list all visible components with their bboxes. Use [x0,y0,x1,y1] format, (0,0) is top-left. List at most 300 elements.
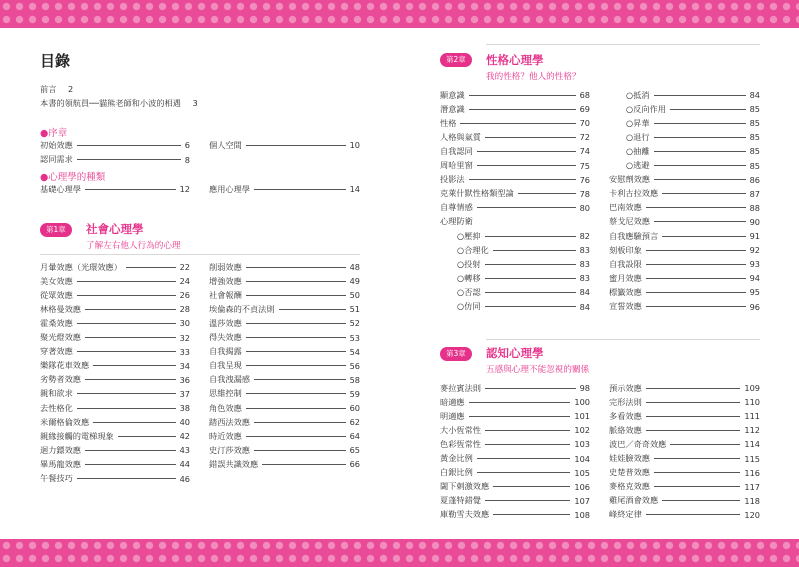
entry-page-number: 101 [574,411,590,422]
entry-label: ○抽離 [626,145,650,156]
toc-entry[interactable] [440,495,590,507]
toc-entry[interactable] [626,160,760,172]
entry-label: 自我揭露 [209,346,242,357]
toc-entry[interactable] [40,261,190,273]
toc-entry[interactable] [626,145,760,157]
toc-entry[interactable] [609,301,760,313]
entry-page-number: 6 [184,140,190,150]
entry-page-number: 33 [179,346,190,357]
toc-entry[interactable] [40,458,190,470]
entry-label: 霍桑效應 [40,317,73,328]
leader-line [646,207,746,208]
toc-entry[interactable] [440,509,590,521]
leader-line [77,408,176,409]
entry-page-number: 94 [749,273,760,284]
entry-label: ○轉移 [457,272,481,283]
entry-label: 自我洩漏感 [209,374,250,385]
chapter-2-title[interactable]: 性格心理學 [486,53,544,67]
entry-page-number: 78 [579,188,590,199]
entry-label: 明適應 [440,410,465,421]
entry-label: 穿著效應 [40,346,73,357]
entry-label: 聚光燈效應 [40,332,81,342]
entry-page-number: 28 [179,304,190,315]
entry-label: 史汀莎效應 [209,444,250,455]
toc-entry[interactable] [40,430,190,442]
toc-entry[interactable] [440,467,590,479]
toc-entry[interactable] [609,230,760,242]
entry-label: 麥格克效應 [609,481,650,492]
leader-line [246,145,346,146]
leader-line [77,159,181,160]
entry-page-number: 84 [579,301,590,312]
toc-entry[interactable] [40,388,190,400]
entry-page-number: 62 [349,417,360,428]
entry-label: 思維控制 [209,388,242,399]
entry-label: 削弱效應 [209,261,242,272]
entry-label: 初始效應 [40,139,73,150]
leader-line [246,295,346,296]
toc-entry[interactable] [40,139,190,151]
entry-page-number: 83 [579,245,590,256]
toc-entry[interactable] [440,438,590,450]
toc-entry[interactable] [440,174,590,186]
toc-entry[interactable] [609,382,760,394]
chapter-2-badge: 第2章 [440,53,472,67]
leader-line [246,408,346,409]
toc-entry[interactable] [609,481,760,493]
toc-entry[interactable] [209,402,360,414]
entry-page-number: 108 [574,509,590,520]
entry-page-number: 46 [179,473,190,484]
section-heading-prologue: ●序章 [40,128,68,139]
entry-label: 樂隊花車效應 [40,360,90,371]
toc-entry[interactable] [609,202,760,214]
toc-entry[interactable] [626,117,760,129]
toc-entry[interactable] [609,509,760,521]
entry-label: 畢馬龍效應 [40,458,81,469]
toc-front-item[interactable] [40,84,73,95]
entry-page-number: 75 [579,160,590,171]
entry-page-number: 44 [179,459,190,470]
entry-page-number: 109 [744,383,760,393]
entry-page-number: 83 [579,259,590,270]
entry-label: 刻板印象 [609,244,642,255]
leader-line [246,351,346,352]
leader-line [654,95,746,96]
entry-label: 自我認同 [440,145,473,156]
toc-entry[interactable] [209,261,360,273]
toc-entry[interactable] [440,396,590,408]
entry-page-number: 49 [349,276,360,287]
toc-entry[interactable] [609,244,760,256]
toc-entry[interactable] [209,444,360,456]
entry-page-number: 114 [744,439,760,450]
entry-label: 蔡戈尼效應 [609,216,650,227]
leader-line [654,123,746,124]
entry-label: ○反向作用 [626,103,666,114]
entry-page-number: 93 [749,259,760,270]
entry-page-number: 84 [749,90,760,100]
leader-line [246,323,346,324]
entry-page-number: 59 [349,388,360,399]
toc-entry[interactable] [440,382,590,394]
toc-front-item[interactable] [40,98,198,109]
toc-entry[interactable] [609,174,760,186]
leader-line [654,486,740,487]
chapter-2-subtitle: 我的性格？他人的性格？ [486,72,581,82]
entry-label: 劣勢者效應 [40,374,81,385]
toc-entry[interactable] [209,416,360,428]
entry-label: ○昇華 [626,117,650,128]
entry-page-number: 90 [749,216,760,227]
leader-line [654,221,746,222]
entry-page-number: 38 [179,403,190,413]
entry-label: 標籤效應 [609,286,642,297]
entry-page-number: 95 [749,287,760,298]
leader-line [485,500,570,501]
entry-page-number: 85 [749,160,760,171]
toc-entry[interactable] [440,188,590,200]
leader-line [477,165,576,166]
chapter-2-divider [486,44,760,45]
leader-line [85,464,176,465]
leader-line [477,207,576,208]
toc-entry[interactable] [609,272,760,284]
section-heading-psychology-types: ●心理學的種類 [40,172,106,183]
leader-line [518,193,576,194]
leader-line [254,189,346,190]
entry-page-number: 40 [179,417,190,428]
toc-entry[interactable] [609,495,760,507]
entry-label: 月暈效應（光環效應） [40,261,122,272]
toc-entry[interactable] [457,230,590,242]
toc-entry[interactable] [609,216,760,228]
toc-entry[interactable] [40,289,190,301]
toc-entry[interactable] [440,89,590,101]
toc-entry[interactable] [626,131,760,143]
leader-line [246,281,346,282]
entry-page-number: 56 [349,360,360,371]
leader-line [646,514,741,515]
entry-page-number: 54 [349,346,360,357]
leader-line [646,292,746,293]
toc-entry[interactable] [209,275,360,287]
chapter-1-subtitle: 了解左右他人行為的心理 [86,241,181,251]
entry-page-number: 86 [749,174,760,185]
entry-page-number: 80 [579,202,590,213]
leader-line [654,179,746,180]
toc-entry[interactable] [626,89,760,101]
leader-line [77,478,176,479]
entry-label: 白銀比例 [440,467,473,478]
leader-line [77,393,176,394]
entry-label: 自尊情感 [440,202,473,213]
entry-label: 認同需求 [40,154,73,164]
toc-entry[interactable] [209,458,360,470]
toc-entry[interactable] [209,289,360,301]
toc-entry[interactable] [457,258,590,270]
leader-line [485,388,576,389]
entry-page-number: 65 [349,445,360,456]
toc-entry[interactable] [609,258,760,270]
leader-line [85,337,176,338]
chapter-1-badge: 第1章 [40,223,72,237]
entry-page-number: 105 [574,467,590,478]
entry-label: 得失效應 [209,332,242,342]
entry-page-number: 22 [179,262,190,272]
toc-entry[interactable] [457,301,590,313]
chapter-1-title[interactable]: 社會心理學 [86,222,144,236]
leader-line [85,379,176,380]
chapter-3-badge: 第3章 [440,347,472,361]
entry-page-number: 103 [574,439,590,450]
front-item-label: 前言 [40,84,57,94]
toc-entry[interactable] [609,438,760,450]
toc-entry[interactable] [40,444,190,456]
bottom-decorative-band [0,539,799,567]
entry-label: 投影法 [440,174,465,185]
entry-page-number: 30 [179,318,190,329]
leader-line [646,430,741,431]
entry-label: 雞尾酒會效應 [609,495,659,506]
entry-label: 史楚普效應 [609,467,650,478]
entry-page-number: 118 [744,495,760,506]
entry-label: 潛意識 [440,103,465,114]
entry-label: 完形法則 [609,396,642,407]
leader-line [477,472,571,473]
entry-label: 增強效應 [209,275,242,286]
entry-page-number: 26 [179,290,190,301]
toc-entry[interactable] [209,374,360,386]
leader-line [485,264,576,265]
toc-entry[interactable] [440,481,590,493]
entry-label: 預示效應 [609,382,642,393]
toc-entry[interactable] [626,103,760,115]
entry-page-number: 91 [749,231,760,241]
toc-entry[interactable] [40,317,190,329]
leader-line [662,500,740,501]
entry-label: 心理防衛 [440,216,473,227]
entry-label: 親緣接觸的電梯現象 [40,430,114,441]
leader-line [646,402,741,403]
entry-page-number: 104 [574,453,590,464]
leader-line [662,236,745,237]
toc-entry[interactable] [440,202,590,214]
entry-label: 蜜月效應 [609,272,642,283]
leader-line [77,145,181,146]
entry-page-number: 10 [349,140,360,150]
front-item-label: 本書的領航員──貓熊老師和小波的相遇 [40,98,181,108]
entry-page-number: 64 [349,431,360,442]
leader-line [493,250,576,251]
toc-entry[interactable] [40,332,190,344]
entry-label: 迴力鏢效應 [40,444,81,455]
leader-line [654,151,746,152]
leader-line [85,450,176,451]
entry-page-number: 85 [749,104,760,115]
entry-label: 庫勒雪夫效應 [440,509,490,520]
entry-label: 峰終定律 [609,509,642,520]
entry-label: 卡利古拉效應 [609,188,659,199]
leader-line [469,109,576,110]
leader-line [126,267,176,268]
toc-entry[interactable] [40,416,190,428]
leader-line [279,309,346,310]
toc-entry[interactable] [440,453,590,465]
leader-line [485,292,576,293]
toc-entry[interactable] [440,117,590,129]
entry-page-number: 48 [349,262,360,272]
toc-entry[interactable] [440,424,590,436]
entry-label: 社會報酬 [209,289,242,300]
entry-label: 應用心理學 [209,183,250,194]
leader-line [646,250,746,251]
toc-entry[interactable] [609,467,760,479]
entry-page-number: 111 [744,411,760,422]
toc-entry[interactable] [209,360,360,372]
entry-label: 埃倫森的不貞法則 [209,303,275,314]
toc-entry[interactable] [209,139,360,151]
entry-label: ○合理化 [457,244,489,255]
entry-page-number: 24 [179,276,190,287]
entry-page-number: 8 [184,154,190,165]
toc-entry[interactable] [40,346,190,358]
toc-entry[interactable] [40,183,190,195]
entry-page-number: 34 [179,360,190,371]
toc-entry[interactable] [209,183,360,195]
toc-entry[interactable] [609,396,760,408]
leader-line [485,236,576,237]
entry-page-number: 96 [749,301,760,312]
entry-label: 自我設限 [609,258,642,269]
entry-label: 色彩恆常性 [440,438,481,449]
entry-page-number: 85 [749,132,760,143]
toc-entry[interactable] [209,303,360,315]
leader-line [485,278,576,279]
leader-line [246,267,346,268]
leader-line [646,306,746,307]
front-item-page: 2 [68,84,74,94]
entry-label: 性格 [440,117,457,128]
entry-page-number: 70 [579,118,590,129]
chapter-3-title[interactable]: 認知心理學 [486,346,544,360]
entry-label: 林格曼效應 [40,303,81,314]
toc-entry[interactable] [209,332,360,344]
entry-label: 麥拉賓法則 [440,382,481,393]
entry-label: 溫莎效應 [209,317,242,328]
toc-entry[interactable] [440,145,590,157]
entry-page-number: 120 [744,509,760,520]
chapter-1-divider [40,254,360,255]
toc-entry[interactable] [609,453,760,465]
toc-entry[interactable] [457,244,590,256]
toc-entry[interactable] [40,275,190,287]
entry-page-number: 117 [744,481,760,492]
toc-entry[interactable] [440,131,590,143]
front-item-page: 3 [192,98,198,108]
entry-label: 午餐技巧 [40,473,73,483]
leader-line [477,458,571,459]
entry-label: 米爾格倫效應 [40,416,90,427]
leader-line [469,95,576,96]
toc-entry[interactable] [40,402,190,414]
toc-entry[interactable] [40,473,190,485]
leader-line [85,189,176,190]
entry-label: 大小恆常性 [440,424,481,435]
toc-entry[interactable] [440,216,590,228]
entry-page-number: 53 [349,332,360,343]
entry-page-number: 88 [749,202,760,213]
entry-page-number: 115 [744,453,760,464]
toc-entry[interactable] [209,430,360,442]
toc-entry[interactable] [209,346,360,358]
leader-line [646,388,741,389]
toc-entry[interactable] [457,286,590,298]
toc-entry[interactable] [609,424,760,436]
entry-page-number: 87 [749,188,760,199]
entry-page-number: 60 [349,403,360,413]
entry-page-number: 37 [179,388,190,399]
toc-entry[interactable] [209,388,360,400]
leader-line [254,450,346,451]
toc-entry[interactable] [40,303,190,315]
entry-page-number: 92 [749,245,760,256]
entry-label: 多看效應 [609,410,642,421]
toc-entry[interactable] [457,272,590,284]
entry-page-number: 107 [574,495,590,506]
leader-line [477,151,576,152]
toc-entry[interactable] [440,103,590,115]
entry-label: ○否認 [457,286,481,297]
toc-entry[interactable] [40,374,190,386]
leader-line [77,351,176,352]
leader-line [246,365,346,366]
entry-page-number: 112 [744,425,760,436]
leader-line [246,337,346,338]
entry-page-number: 100 [574,397,590,408]
entry-label: 個人空間 [209,139,242,150]
entry-label: ○投射 [457,258,481,269]
entry-label: 人格與氣質 [440,131,481,142]
toc-entry[interactable] [440,410,590,422]
leader-line [254,422,346,423]
leader-line [469,179,576,180]
toc-entry[interactable] [609,286,760,298]
entry-page-number: 42 [179,431,190,442]
toc-entry[interactable] [209,317,360,329]
entry-page-number: 82 [579,231,590,241]
entry-label: 美女效應 [40,275,73,286]
toc-entry[interactable] [609,188,760,200]
entry-page-number: 85 [749,146,760,157]
entry-label: 暗適應 [440,396,465,407]
entry-page-number: 43 [179,445,190,456]
entry-label: 夏蓬特錯覺 [440,495,481,506]
entry-page-number: 69 [579,104,590,115]
toc-entry[interactable] [609,410,760,422]
leader-line [246,393,346,394]
toc-entry[interactable] [40,154,190,166]
entry-label: 去性格化 [40,402,73,413]
leader-line [469,416,571,417]
leader-line [654,165,746,166]
entry-page-number: 51 [349,304,360,315]
leader-line [262,464,345,465]
entry-label: 宣誓效應 [609,301,642,311]
toc-entry[interactable] [40,360,190,372]
entry-label: ○仿同 [457,301,481,311]
toc-entry[interactable] [440,160,590,172]
